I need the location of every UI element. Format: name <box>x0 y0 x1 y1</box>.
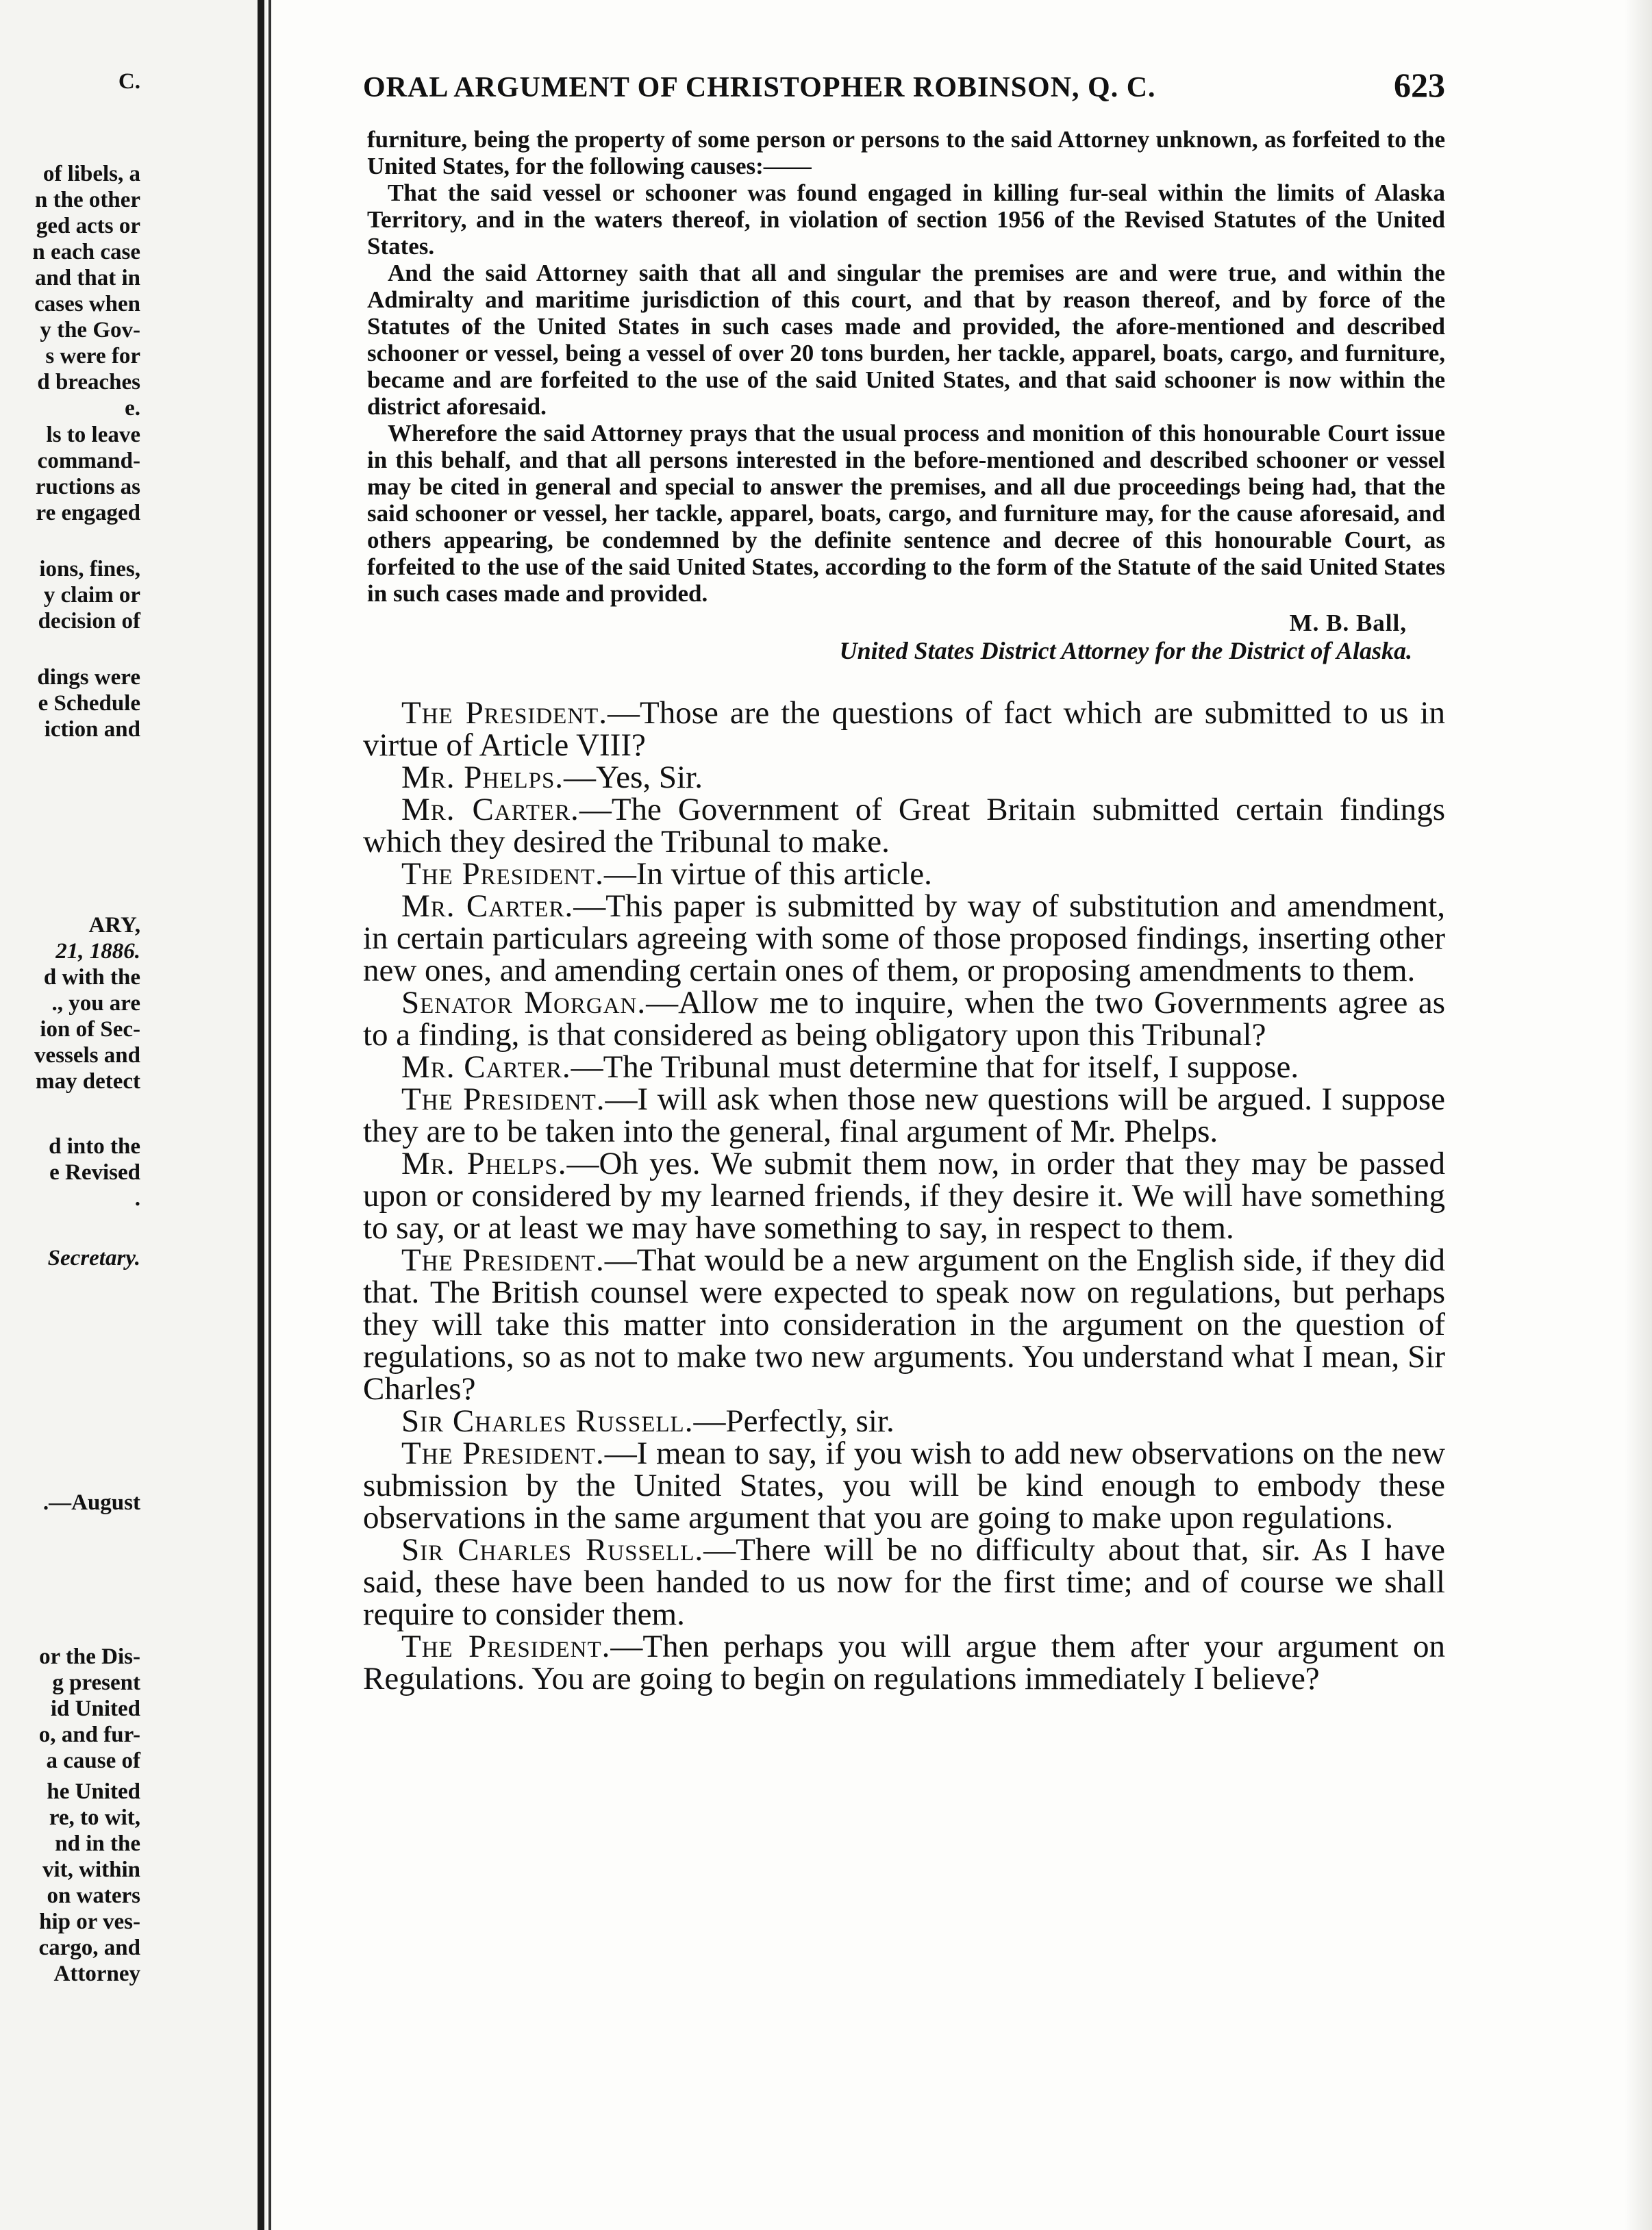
speaker-name: Senator Morgan. <box>401 985 647 1020</box>
speech-text: —I mean to say, if you wish to add new observations on the new submission by the United States, you will be kind enough to embody these observations in the same argument that you are going to make upon regulations. <box>363 1436 1446 1536</box>
page-gutter-line-inner <box>268 0 271 2230</box>
speech-text: —Then perhaps you will argue them after your argument on Regulations. You are going to begin on regulations immediately I believe? <box>363 1629 1446 1696</box>
facing-page-line: iction and <box>44 717 140 742</box>
facing-page-line: re engaged <box>36 501 140 525</box>
running-title: ORAL ARGUMENT OF CHRISTOPHER ROBINSON, Q. C. <box>363 72 1156 103</box>
proceedings-dialogue <box>363 697 1445 1695</box>
facing-page-line: g present <box>52 1670 140 1695</box>
speaker-name: The President. <box>401 695 608 731</box>
facing-page-line: command- <box>37 449 140 473</box>
facing-page-line: . <box>134 1186 140 1211</box>
facing-page-line: he United <box>47 1779 140 1804</box>
dialogue-paragraph <box>363 987 1445 1051</box>
facing-page-line: C. <box>118 69 140 94</box>
dialogue-paragraph <box>363 794 1445 858</box>
facing-page-line: 21, 1886. <box>55 939 140 964</box>
speech-text: —The Tribunal must determine that for itself, I suppose. <box>571 1049 1299 1085</box>
speaker-name: Mr. Phelps. <box>401 1146 567 1181</box>
facing-page-line: decision of <box>38 609 140 634</box>
speech-text: —The Government of Great Britain submitted certain findings which they desired the Tribunal to make. <box>363 792 1445 860</box>
dialogue-paragraph <box>363 858 1445 890</box>
facing-page-line: dings were <box>37 665 140 690</box>
dialogue-paragraph <box>363 1405 1445 1438</box>
speech-text: —Perfectly, sir. <box>693 1403 894 1439</box>
libel-paragraph: That the said vessel or schooner was found engaged in killing fur-seal within the limits of Alaska Territory, and in the waters thereof, in violation of section 1956 of the Revised Statutes of the United States. <box>367 179 1445 260</box>
speaker-name: The President. <box>401 856 604 892</box>
facing-page-line: may detect <box>35 1069 140 1094</box>
speaker-name: Mr. Carter. <box>401 792 579 827</box>
speaker-name: The President. <box>401 1629 611 1664</box>
page-number: 623 <box>1394 66 1445 104</box>
facing-page-line: ., you are <box>51 991 140 1016</box>
speaker-name: Mr. Carter. <box>401 888 574 924</box>
facing-page-line: y the Gov- <box>40 318 140 342</box>
dialogue-paragraph <box>363 1438 1445 1534</box>
signature-title: United States District Attorney for the District of Alaska. <box>839 637 1412 664</box>
facing-page-line: and that in <box>34 266 140 290</box>
dialogue-paragraph <box>363 697 1445 762</box>
facing-page-line: y claim or <box>43 583 140 607</box>
facing-page-line: cases when <box>34 292 140 316</box>
facing-page-line: ions, fines, <box>39 557 140 581</box>
speaker-name: The President. <box>401 1436 605 1471</box>
speech-text: —In virtue of this article. <box>603 856 932 892</box>
speech-text: —Yes, Sir. <box>564 760 703 795</box>
speaker-name: Mr. Phelps. <box>401 760 564 795</box>
dialogue-paragraph <box>363 1148 1445 1244</box>
facing-page-line: ged acts or <box>36 214 140 238</box>
facing-page-line: or the Dis- <box>39 1644 140 1669</box>
speech-text: —I will ask when those new questions will be argued. I suppose they are to be taken into the general, final argument of Mr. Phelps. <box>363 1081 1446 1149</box>
page-edge-shade <box>1625 0 1652 2230</box>
dialogue-paragraph <box>363 1631 1445 1695</box>
facing-page-line: vit, within <box>42 1857 140 1882</box>
signature-name: M. B. Ball, <box>1289 610 1407 636</box>
facing-page-line: e. <box>125 396 140 421</box>
dialogue-paragraph <box>363 1083 1445 1148</box>
speaker-name: The President. <box>401 1081 605 1117</box>
speech-text: —Those are the questions of fact which are submitted to us in virtue of Article VIII? <box>363 695 1445 763</box>
facing-page-line: o, and fur- <box>38 1722 140 1747</box>
facing-page-line: d breaches <box>37 370 140 394</box>
facing-page-line: of libels, a <box>42 162 140 186</box>
book-page <box>363 65 1445 1695</box>
facing-page-line: n the other <box>35 188 140 212</box>
libel-paragraph: furniture, being the property of some person or persons to the said Attorney unknown, as forfeited to the United States, for the following causes:—— <box>367 126 1445 179</box>
speech-text: —This paper is submitted by way of substitution and amendment, in certain particulars agreeing with some of those proposed findings, inserting other new ones, and amending certain ones of them, or proposing amendments to them. <box>363 888 1445 988</box>
facing-page-line: ructions as <box>35 475 140 499</box>
facing-page-line: ARY, <box>88 913 140 938</box>
facing-page-line: e Revised <box>49 1160 140 1185</box>
libel-excerpt <box>363 126 1445 664</box>
facing-page-line: id United <box>50 1696 140 1721</box>
facing-page-line: Attorney <box>53 1962 140 1986</box>
page-gutter-line <box>258 0 264 2230</box>
speech-text: —Oh yes. We submit them now, in order that they may be passed upon or considered by my learned friends, if they desire it. We will have something to say, or at least we may have something to say, in respect to them. <box>363 1146 1446 1246</box>
dialogue-paragraph <box>363 890 1445 987</box>
facing-page-line: d into the <box>49 1134 140 1159</box>
running-head <box>363 65 1445 116</box>
facing-page-line: .—August <box>42 1490 140 1515</box>
dialogue-paragraph <box>363 1534 1445 1631</box>
facing-page-line: e Schedule <box>38 691 140 716</box>
libel-paragraph: And the said Attorney saith that all and singular the premises are and were true, and within the Admiralty and maritime jurisdiction of this court, and that by reason thereof, and by force of the Statutes of the United States in such cases made and provided, the afore-mentioned and described schooner or vessel, being a vessel of over 20 tons burden, her tackle, apparel, boats, cargo, and furniture, became and are forfeited to the use of the said United States, and that said schooner is now within the district aforesaid. <box>367 260 1445 420</box>
speech-text: —That would be a new argument on the English side, if they did that. The British counsel were expected to speak now on regulations, but perhaps they will take this matter into consideration in the argument on the question of regulations, so as not to make two new arguments. You understand what I mean, Sir Charles? <box>363 1242 1446 1407</box>
facing-page-line: nd in the <box>55 1831 140 1856</box>
facing-page-line: n each case <box>32 240 140 264</box>
libel-paragraph: Wherefore the said Attorney prays that the usual process and monition of this honourable Court issue in this behalf, and that all persons interested in the before-mentioned and described schooner or vessel may be cited in general and special to answer the premises, and all due proceedings being had, that the said schooner or vessel, her tackle, apparel, boats, cargo, and furniture may, for the cause aforesaid, and others appearing, be condemned by the definite sentence and decree of this honourable Court, as forfeited to the use of the said United States, according to the form of the Statute of the said United States in such cases made and provided. <box>367 420 1445 607</box>
facing-page-line: ion of Sec- <box>40 1017 140 1042</box>
facing-page-line: s were for <box>45 344 140 368</box>
facing-page-line: a cause of <box>46 1749 140 1773</box>
speaker-name: The President. <box>401 1242 605 1278</box>
speaker-name: Mr. Carter. <box>401 1049 571 1085</box>
dialogue-paragraph <box>363 762 1445 794</box>
speech-text: —Allow me to inquire, when the two Governments agree as to a finding, is that considered as being obligatory upon this Tribunal? <box>363 985 1445 1053</box>
facing-page-line: cargo, and <box>38 1935 140 1960</box>
speaker-name: Sir Charles Russell. <box>401 1532 704 1568</box>
facing-page-line: re, to wit, <box>49 1805 140 1830</box>
dialogue-paragraph <box>363 1051 1445 1083</box>
speaker-name: Sir Charles Russell. <box>401 1403 694 1439</box>
speech-text: —There will be no difficulty about that, sir. As I have said, these have been handed to us now for the first time; and of course we shall require to consider them. <box>363 1532 1445 1632</box>
facing-page-line: Secretary. <box>47 1246 140 1270</box>
facing-page-line: on waters <box>47 1883 140 1908</box>
facing-page-line: vessels and <box>34 1043 140 1068</box>
facing-page-line: ls to leave <box>46 423 140 447</box>
facing-page-line: d with the <box>43 965 140 990</box>
dialogue-paragraph <box>363 1244 1445 1405</box>
facing-page-line: hip or ves- <box>39 1909 140 1934</box>
